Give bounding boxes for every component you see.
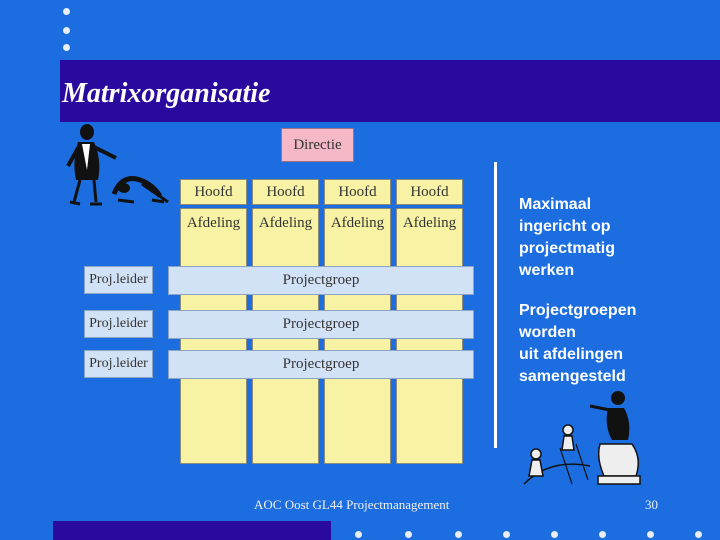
decor-dot	[63, 27, 70, 34]
text-line: uit afdelingen	[519, 346, 623, 363]
decor-dot	[503, 531, 510, 538]
boss-pointing-clipart-icon	[60, 122, 175, 208]
footer-text: AOC Oost GL44 Projectmanagement	[254, 497, 450, 512]
projectgroep-bar: Projectgroep	[168, 350, 474, 379]
projectleider-box: Proj.leider	[84, 266, 153, 294]
projectgroep-bar: Projectgroep	[168, 266, 474, 295]
decor-dot	[551, 531, 558, 538]
afdeling-label: Afdeling	[186, 214, 241, 231]
projectleider-box: Proj.leider	[84, 350, 153, 378]
hoofd-box: Hoofd	[396, 179, 463, 205]
text-line: projectmatig	[519, 240, 616, 257]
divider-line	[494, 162, 497, 448]
decor-dot	[599, 531, 606, 538]
slide-title: Matrixorganisatie	[62, 78, 271, 109]
afdeling-label: Afdeling	[330, 214, 385, 231]
text-line: Maximaal	[519, 196, 592, 213]
text-line: werken	[519, 262, 575, 279]
bottom-bar	[53, 521, 331, 540]
decor-dot	[405, 531, 412, 538]
text-point-2	[519, 300, 636, 388]
projectleider-box: Proj.leider	[84, 310, 153, 338]
hoofd-box: Hoofd	[180, 179, 247, 205]
decor-dot	[455, 531, 462, 538]
decor-dot	[695, 531, 702, 538]
text-line: samengesteld	[519, 368, 626, 385]
afdeling-label: Afdeling	[258, 214, 313, 231]
text-line: ingericht op	[519, 218, 611, 235]
text-point-1	[519, 194, 615, 282]
chess-pieces-clipart-icon	[520, 388, 645, 493]
hoofd-box: Hoofd	[252, 179, 319, 205]
hoofd-box: Hoofd	[324, 179, 391, 205]
afdeling-label: Afdeling	[402, 214, 457, 231]
text-line: worden	[519, 324, 576, 341]
decor-dot	[647, 531, 654, 538]
decor-dot	[63, 44, 70, 51]
page-number: 30	[645, 497, 658, 512]
projectgroep-bar: Projectgroep	[168, 310, 474, 339]
text-line: Projectgroepen	[519, 302, 637, 319]
decor-dot	[63, 8, 70, 15]
directie-box: Directie	[281, 128, 354, 162]
decor-dot	[355, 531, 362, 538]
